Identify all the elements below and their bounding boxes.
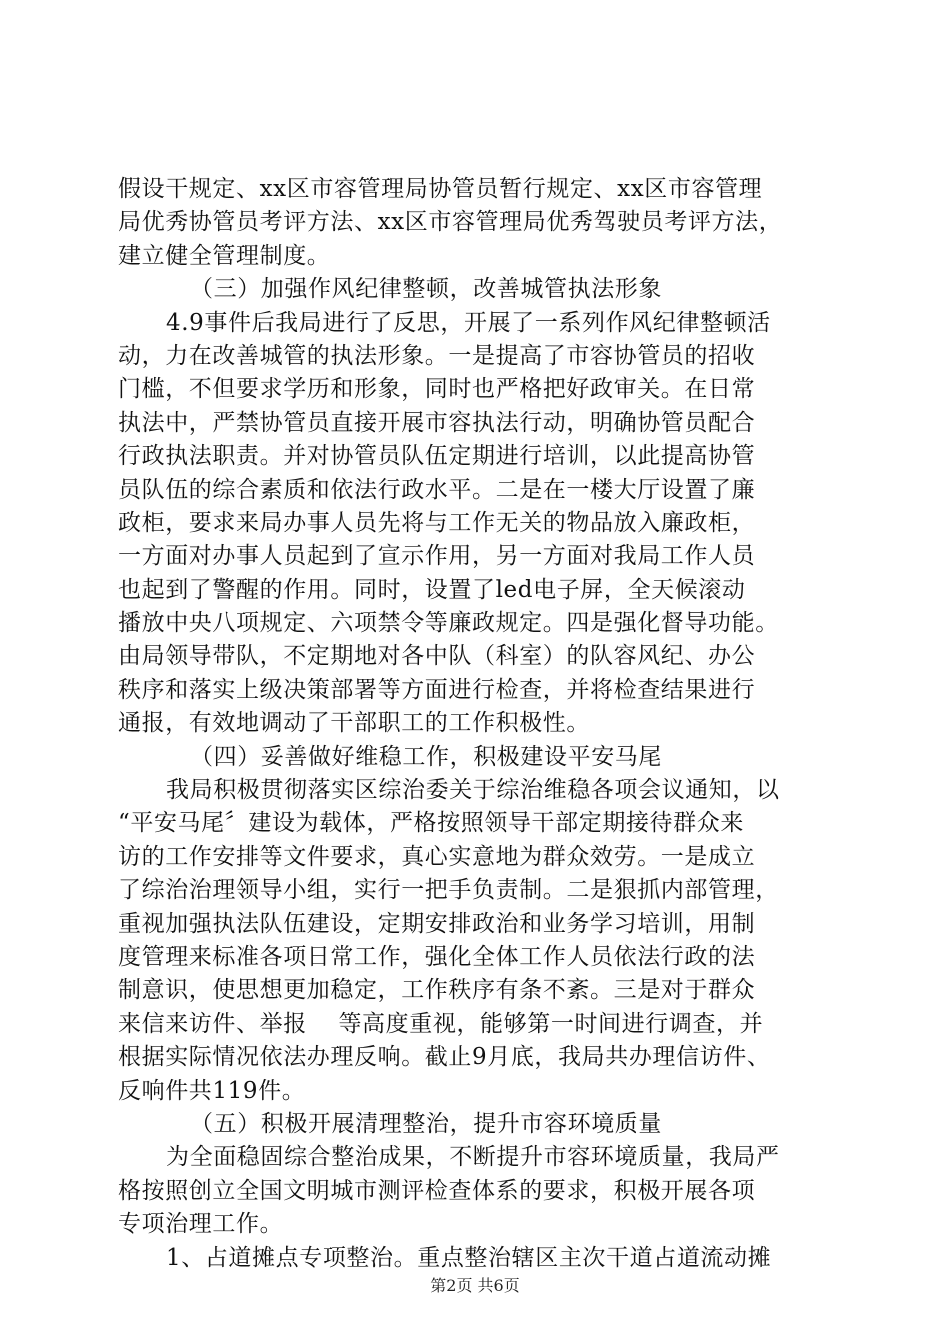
section-heading-3: （三）加强作风纪律整顿，改善城管执法形象 (190, 276, 662, 303)
section-heading-4: （四）妥善做好维稳工作，积极建设平安马尾 (190, 743, 662, 770)
text-line: 专项治理工作。 (118, 1211, 284, 1238)
text-line: 行政执法职责。并对协管员队伍定期进行培训，以此提高协管 (118, 443, 756, 470)
text-line: 播放中央八项规定、六项禁令等廉政规定。四是强化督导功能。 (118, 610, 779, 637)
paragraph-start: 我局积极贯彻落实区综治委关于综治维稳各项会议通知，以 (166, 777, 780, 804)
text-line: 格按照创立全国文明城市测评检查体系的要求，积极开展各项 (118, 1177, 756, 1204)
text-line: 也起到了警醒的作用。同时，设置了led电子屏，全天候滚动 (118, 576, 746, 603)
document-body (118, 173, 830, 1275)
paragraph-start: 为全面稳固综合整治成果，不断提升市容环境质量，我局严 (166, 1144, 780, 1171)
text-line: 根据实际情况依法办理反响。截止9月底，我局共办理信访件、 (118, 1044, 771, 1071)
text-line: 访的工作安排等文件要求，真心实意地为群众效劳。一是成立 (118, 843, 756, 870)
text-line: 反响件共119件。 (118, 1077, 306, 1104)
paragraph-start: 1、占道摊点专项整治。重点整治辖区主次干道占道流动摊 (166, 1244, 772, 1271)
text-line: 建立健全管理制度。 (118, 242, 331, 269)
text-line: 员队伍的综合素质和依法行政水平。二是在一楼大厅设置了廉 (118, 476, 756, 503)
text-line: 动，力在改善城管的执法形象。一是提高了市容协管员的招收 (118, 342, 756, 369)
text-line: 来信来访件、举报 等高度重视，能够第一时间进行调查，并 (118, 1010, 764, 1037)
text-line: 通报，有效地调动了干部职工的工作积极性。 (118, 710, 590, 737)
text-line: 重视加强执法队伍建设，定期安排政治和业务学习培训，用制 (118, 910, 756, 937)
text-line: 门槛，不但要求学历和形象，同时也严格把好政审关。在日常 (118, 376, 756, 403)
text-line: 假设干规定、xx区市容管理局协管员暂行规定、xx区市容管理 (118, 176, 763, 202)
page-number-footer: 第2页 共6页 (430, 1276, 520, 1295)
text-line: 局优秀协管员考评方法、xx区市容管理局优秀驾驶员考评方法， (118, 209, 783, 236)
text-line: 度管理来标准各项日常工作，强化全体工作人员依法行政的法 (118, 943, 756, 970)
paragraph-start: 4.9事件后我局进行了反思，开展了一系列作风纪律整顿活 (166, 309, 771, 336)
text-line: 秩序和落实上级决策部署等方面进行检查，并将检查结果进行 (118, 676, 756, 703)
text-line: 了综治治理领导小组，实行一把手负责制。二是狠抓内部管理， (118, 877, 779, 904)
text-line: 制意识，使思想更加稳定，工作秩序有条不紊。三是对于群众 (118, 977, 756, 1004)
text-line: “平安马尾〞建设为载体，严格按照领导干部定期接待群众来 (118, 810, 744, 837)
text-line: 一方面对办事人员起到了宣示作用，另一方面对我局工作人员 (118, 543, 756, 570)
text-line: 政柜，要求来局办事人员先将与工作无关的物品放入廉政柜， (118, 509, 756, 536)
text-line: 由局领导带队，不定期地对各中队（科室）的队容风纪、办公 (118, 643, 756, 670)
section-heading-5: （五）积极开展清理整治，提升市容环境质量 (190, 1110, 662, 1137)
text-line: 执法中，严禁协管员直接开展市容执法行动，明确协管员配合 (118, 409, 756, 436)
